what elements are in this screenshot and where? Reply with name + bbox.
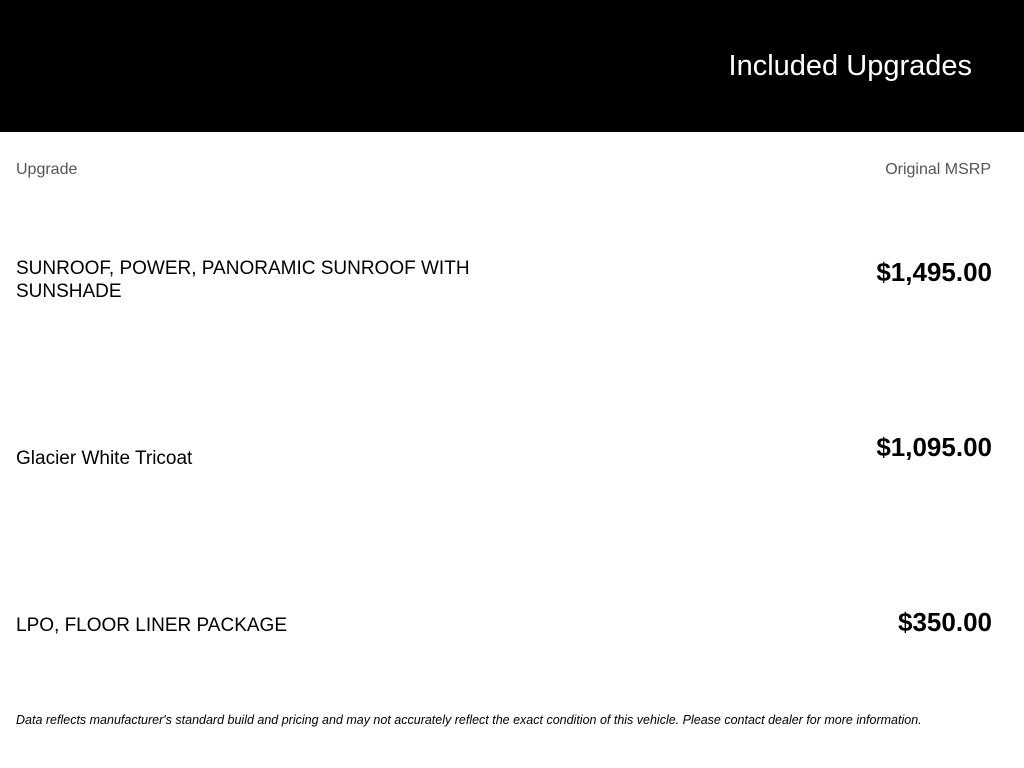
column-header-upgrade: Upgrade (16, 161, 78, 178)
upgrade-row (0, 607, 1024, 667)
upgrade-name: SUNROOF, POWER, PANORAMIC SUNROOF WITH SUNSHADE (16, 258, 470, 302)
column-header-msrp: Original MSRP (885, 161, 991, 178)
disclaimer-text: Data reflects manufacturer's standard build and pricing and may not accurately reflect the exact condition of this vehicle. Please contact dealer for more information. (16, 713, 922, 727)
upgrade-price: $1,495.00 (876, 257, 992, 287)
upgrade-row (0, 257, 1024, 317)
upgrade-price: $1,095.00 (876, 432, 992, 462)
upgrade-name: LPO, FLOOR LINER PACKAGE (16, 615, 288, 636)
upgrade-price: $350.00 (898, 607, 992, 637)
header-bar (0, 0, 1024, 132)
page-title: Included Upgrades (728, 50, 972, 82)
upgrade-row (0, 432, 1024, 492)
upgrade-name: Glacier White Tricoat (16, 448, 193, 469)
